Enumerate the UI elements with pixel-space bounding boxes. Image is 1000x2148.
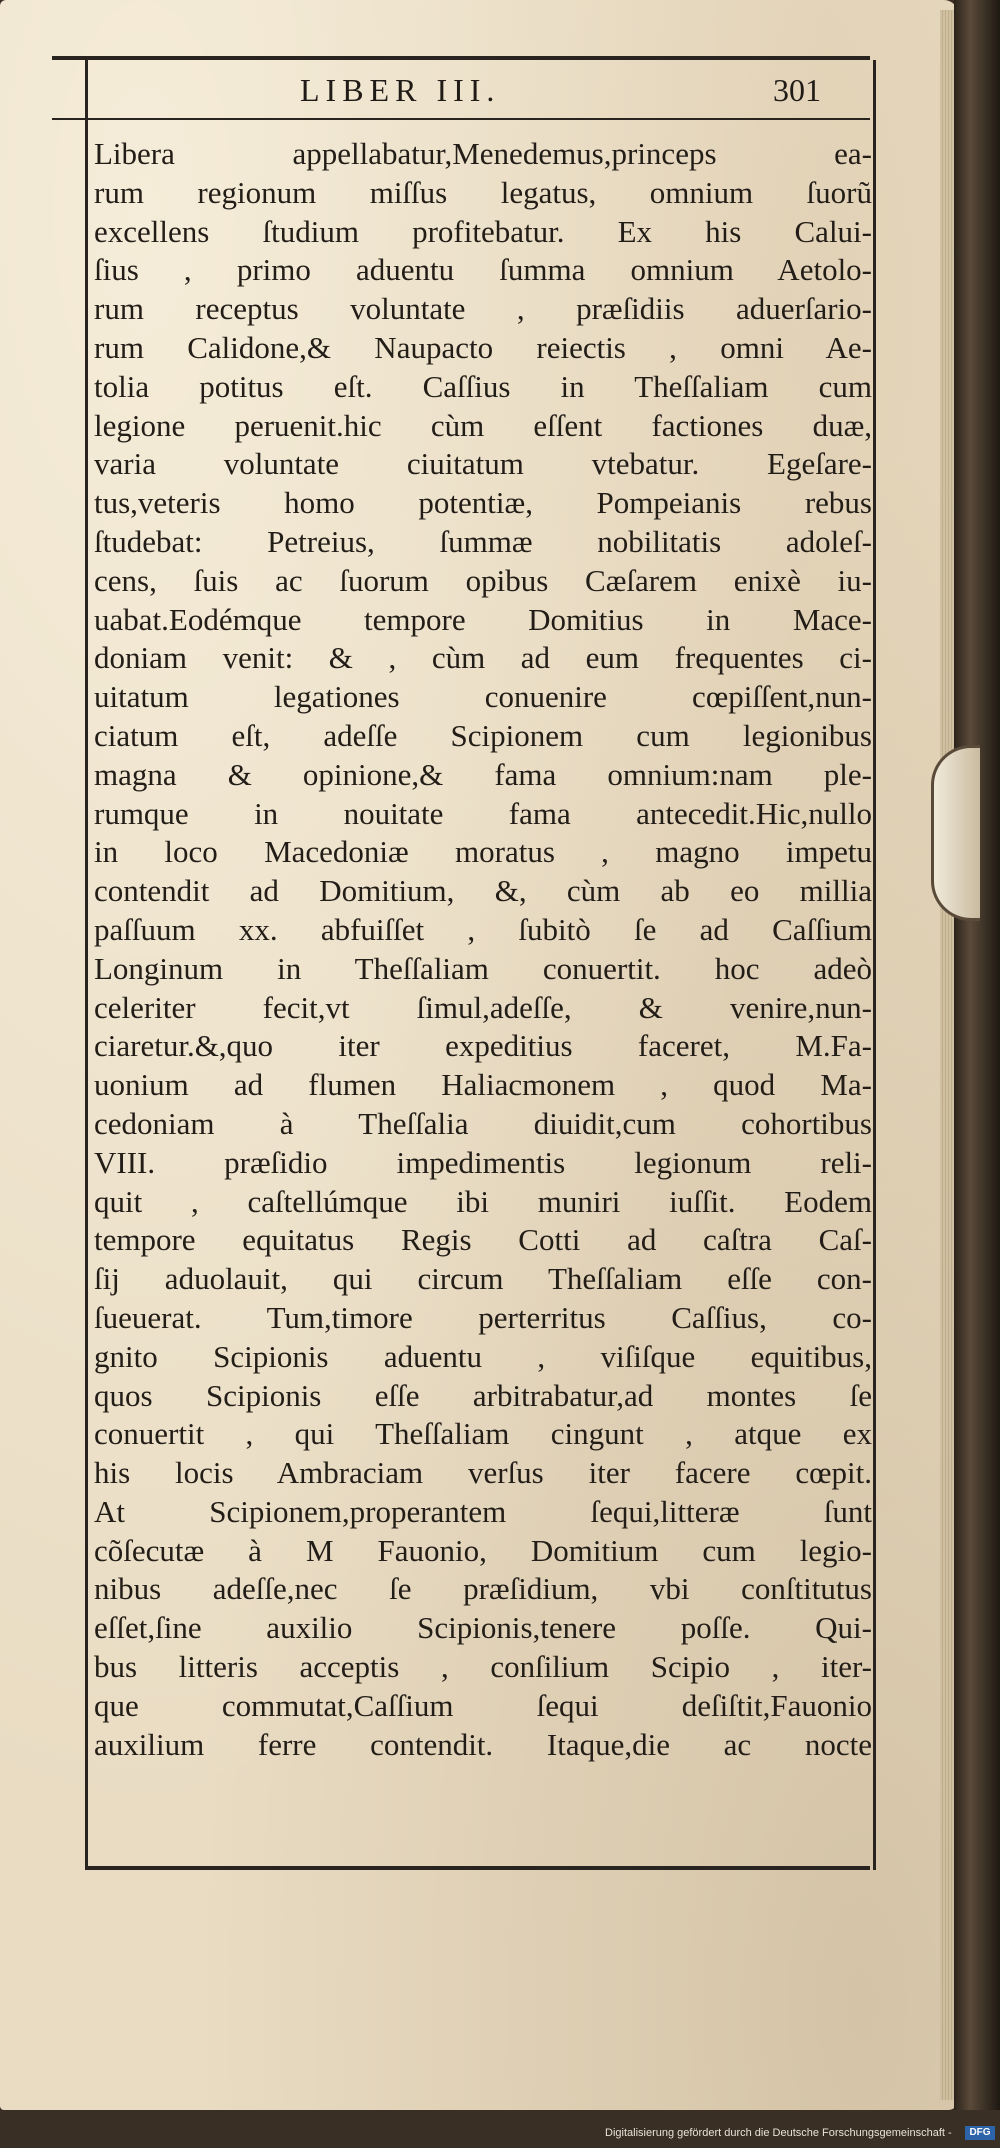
text-line: rum receptus voluntate , præſidiis aduerſario-: [94, 291, 872, 327]
page-clasp: [931, 745, 980, 921]
text-line: auxilium ferre contendit. Itaque,die ac nocte: [94, 1726, 872, 1762]
text-line: celeriter fecit,vt ſimul,adeſſe, & venire,nun-: [94, 989, 872, 1025]
text-line: magna & opinione,& fama omnium:nam ple-: [94, 756, 872, 792]
text-line: Libera appellabatur,Menedemus,princeps ea-: [94, 136, 872, 171]
right-border: [873, 60, 876, 1870]
text-line: uabat.Eodémque tempore Domitius in Mace-: [94, 601, 872, 637]
text-line: rum regionum miſſus legatus, omnium ſuorũ: [94, 174, 872, 210]
text-line: uonium ad flumen Haliacmonem , quod Ma-: [94, 1067, 872, 1103]
text-line: ſueuerat. Tum,timore perterritus Caſſius, co-: [94, 1299, 872, 1335]
text-line: tus,veteris homo potentiæ, Pompeianis rebus: [94, 485, 872, 521]
text-line: ſius , primo aduentu ſumma omnium Aetolo-: [94, 252, 872, 288]
text-line: in loco Macedoniæ moratus , magno impetu: [94, 834, 872, 870]
running-head: LIBER III.: [300, 72, 501, 108]
text-line: ciatum eſt, adeſſe Scipionem cum legionibus: [94, 717, 872, 753]
text-line: gnito Scipionis aduentu , viſiſque equitibus,: [94, 1338, 872, 1374]
text-line: eſſet,ſine auxilio Scipionis,tenere poſſe. Qui-: [94, 1610, 872, 1646]
text-line: quit , caſtellúmque ibi muniri iuſſit. Eodem: [94, 1183, 872, 1219]
book-spine: [954, 0, 1000, 2110]
text-line: excellens ſtudium profitebatur. Ex his Calui-: [94, 213, 872, 249]
text-line: paſſuum xx. abfuiſſet , ſubitò ſe ad Caſſium: [94, 911, 872, 947]
dfg-logo: DFG: [965, 2126, 995, 2140]
text-line: rumque in nouitate fama antecedit.Hic,nullo: [94, 795, 872, 831]
bottom-rule: [85, 1866, 870, 1870]
text-line: cens, ſuis ac ſuorum opibus Cæſarem enixè iu-: [94, 562, 872, 598]
text-line: conuertit , qui Theſſaliam cingunt , atque ex: [94, 1416, 872, 1452]
text-line: tolia potitus eſt. Caſſius in Theſſaliam cum: [94, 368, 872, 404]
text-line: rum Calidone,& Naupacto reiectis , omni Ae-: [94, 329, 872, 365]
text-line: varia voluntate ciuitatum vtebatur. Egeſare-: [94, 446, 872, 482]
digitization-credit: Digitalisierung gefördert durch die Deutsche Forschungsgemeinschaft -: [605, 2127, 952, 2139]
text-line: que commutat,Caſſium ſequi deſiſtit,Fauonio: [94, 1687, 872, 1723]
text-line: At Scipionem,properantem ſequi,litteræ ſunt: [94, 1493, 872, 1529]
text-line: Longinum in Theſſaliam conuertit. hoc adeò: [94, 950, 872, 986]
text-line: cedoniam à Theſſalia diuidit,cum cohortibus: [94, 1105, 872, 1141]
header-rule: [52, 118, 870, 120]
text-line: his locis Ambraciam verſus iter facere cœpit.: [94, 1455, 872, 1491]
text-line: nibus adeſſe,nec ſe præſidium, vbi conſtitutus: [94, 1571, 872, 1607]
text-line: legione peruenit.hic cùm eſſent factiones duæ,: [94, 407, 872, 443]
text-line: cõſecutæ à M Fauonio, Domitium cum legio-: [94, 1532, 872, 1568]
text-line: ſtudebat: Petreius, ſummæ nobilitatis adoleſ-: [94, 523, 872, 559]
text-line: ſij aduolauit, qui circum Theſſaliam eſſe con-: [94, 1261, 872, 1297]
page-number: 301: [773, 72, 821, 108]
text-line: uitatum legationes conuenire cœpiſſent,nun-: [94, 679, 872, 715]
text-line: tempore equitatus Regis Cotti ad caſtra Caſ-: [94, 1222, 872, 1258]
text-line: quos Scipionis eſſe arbitrabatur,ad montes ſe: [94, 1377, 872, 1413]
text-line: ciaretur.&,quo iter expeditius faceret, M.Fa-: [94, 1028, 872, 1064]
left-border: [85, 60, 88, 1870]
text-line: VIII. præſidio impedimentis legionum reli-: [94, 1144, 872, 1180]
text-line: bus litteris acceptis , conſilium Scipio , iter-: [94, 1649, 872, 1685]
page-edges: [940, 10, 954, 2100]
text-line: doniam venit: & , cùm ad eum frequentes ci-: [94, 640, 872, 676]
text-line: contendit ad Domitium, &, cùm ab eo millia: [94, 873, 872, 909]
body-text: [94, 135, 872, 1764]
top-rule: [52, 56, 870, 60]
